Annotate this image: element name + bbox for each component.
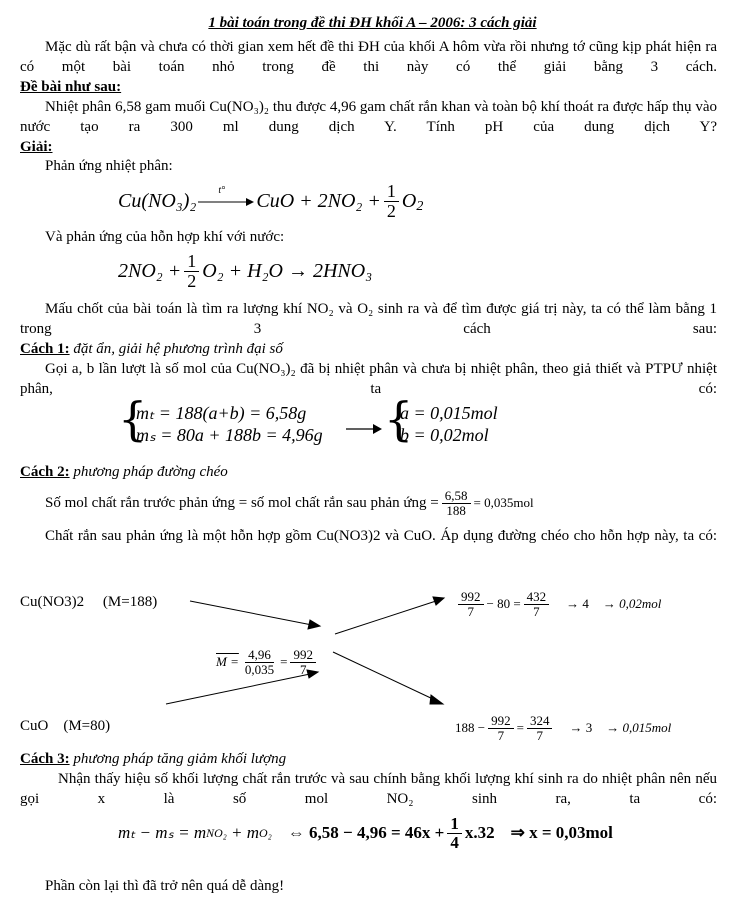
method1-title: đặt ẩn, giải hệ phương trình đại số — [73, 341, 283, 357]
method1-eq2: mₛ = 80a + 188b = 4,96g — [136, 425, 323, 445]
center-fraction-2: $\frac{992}{7}$ — [290, 648, 316, 676]
reaction1-condition: t° — [218, 185, 226, 196]
problem-text: Nhiệt phân 6,58 gam muối Cu(NO₃)₂ thu được 4,96 gam chất rắn khan và toàn bộ khí thoát ra được hấp thụ vào nước tạo ra 300 ml dung dịch Y. Tính pH của dung dịch Y? — [20, 99, 717, 135]
method2-text2: Chất rắn sau phản ứng là một hỗn hợp gồm Cu(NO3)2 và CuO. Áp dụng đường chéo cho hỗn hợp này, ta có: — [45, 528, 717, 544]
reaction2-intro: Và phản ứng của hỗn hợp khí với nước: — [45, 229, 285, 245]
diagram-center: M = $\frac{4,96}{0,035}$ = $\frac{992}{7}$ — [216, 640, 319, 684]
reaction1-equation: Cu(NO₃)₂ t° CuO + 2NO₂ + $\frac{1}{2}$ $O_2$ — [118, 180, 424, 221]
reaction2-right: O₂ + H₂O → 2HNO₃ — [202, 260, 373, 282]
diagram-top-right — [455, 582, 661, 626]
fraction-half: $\frac{1}{2}$ — [384, 182, 399, 221]
method3-eq1: mₜ − mₛ = m — [118, 823, 207, 842]
top-right-mid: − 80 = — [486, 596, 521, 611]
top-right-mol: → 0,02mol — [602, 596, 662, 611]
intro-paragraph: Mặc dù rất bận và chưa có thời gian xem hết đề thi ĐH của khối A hôm vừa rồi nhưng tớ cũng kịp phát hiện ra có một bài toán nhỏ trong đề thi này có thể giải bằng 3 cách. — [20, 39, 717, 75]
method2-frac-result: = 0,035mol — [473, 495, 534, 510]
method1-label: Cách 1: — [20, 341, 70, 357]
method3-text: Nhận thấy hiệu số khối lượng chất rắn trước và sau chính bằng khối lượng khí sinh ra do nhiệt phân nên nếu gọi x là số mol NO₂ sinh ra, ta có: — [20, 771, 717, 807]
diagram-bottom-right: 188 − $\frac{992}{7}$ = $\frac{324}{7}$ → 3 → 0,015mol — [455, 712, 672, 743]
problem-heading: Đề bài như sau: — [20, 79, 122, 95]
method3-result: ⇒ x = 0,03mol — [510, 823, 613, 842]
method3-equation: mₜ − mₛ = m NO₂ + m O₂ ⇔ 6,58 − 4,96 = 46x + $\frac{1}{4}$ x.32 ⇒ x = 0,03mol — [118, 813, 613, 852]
method3-eq2-right: x.32 — [464, 823, 495, 842]
diagram-bottom-left: CuO (M=80) — [20, 718, 111, 734]
solution-heading: Giải: — [20, 139, 53, 155]
method2-title: phương pháp đường chéo — [73, 464, 228, 480]
method2-fraction: $\frac{6,58}{188}$ — [442, 489, 471, 517]
method1-eq1: mₜ = 188(a+b) = 6,58g — [136, 403, 307, 423]
method3-heading — [20, 750, 286, 768]
bottom-right-fraction-1: $\frac{992}{7}$ — [488, 714, 514, 742]
arrow-head — [308, 620, 320, 629]
left-brace: { — [118, 392, 148, 446]
method2-label: Cách 2: — [20, 464, 70, 480]
method3-eq2-left: ⇔ 6,58 − 4,96 = 46x + — [287, 823, 445, 842]
reaction1-left: Cu(NO₃)₂ — [118, 190, 197, 212]
reaction1-intro: Phản ứng nhiệt phân: — [45, 158, 173, 174]
center-fraction-1: $\frac{4,96}{0,035}$ — [244, 646, 275, 677]
closing-line: Phần còn lại thì đã trở nên quá dễ dàng! — [45, 878, 285, 894]
method3-fraction: $\frac{1}{4}$ — [447, 815, 462, 852]
reaction2-left: 2NO₂ + — [118, 260, 182, 282]
left-brace-2: { — [384, 392, 414, 446]
reaction1-right: CuO + 2NO₂ + — [256, 190, 381, 212]
bottom-right-lhs: 188 − — [455, 720, 486, 735]
key-paragraph: Mấu chốt của bài toán là tìm ra lượng khí NO₂ và O₂ sinh ra và để tìm được giá trị này, ta có thể làm bằng 1 trong 3 cách sau: — [20, 301, 717, 337]
fraction-half-2: $\frac{1}{2}$ — [184, 252, 199, 291]
method3-title: phương pháp tăng giảm khối lượng — [73, 751, 287, 767]
method1-res1: a = 0,015mol — [400, 403, 498, 423]
top-right-ratio: → 4 — [566, 596, 589, 611]
method3-label: Cách 3: — [20, 751, 70, 767]
diagram-top-left: Cu(NO3)2 (M=188) — [20, 594, 158, 610]
document-title: 1 bài toán trong đề thi ĐH khối A – 2006: 3 cách giải — [208, 15, 537, 31]
top-right-fraction-1: $\frac{992}{7}$ — [458, 590, 484, 618]
bottom-right-ratio: → 3 — [569, 720, 593, 735]
method2-text1: Số mol chất rắn trước phản ứng = số mol chất rắn sau phản ứng = — [45, 495, 439, 511]
method1-text: Gọi a, b lần lượt là số mol của Cu(NO₃)₂ đã bị nhiệt phân và chưa bị nhiệt phân, theo giả thiết và PTPƯ nhiệt phân, ta có: — [20, 361, 717, 397]
mean-mass-label: M = — [216, 654, 239, 669]
method1-res2: b = 0,02mol — [400, 425, 489, 445]
bottom-right-fraction-2: $\frac{324}{7}$ — [527, 714, 553, 742]
top-right-fraction-2: $\frac{432}{7}$ — [524, 590, 550, 618]
bottom-right-mol: → 0,015mol — [606, 720, 672, 735]
